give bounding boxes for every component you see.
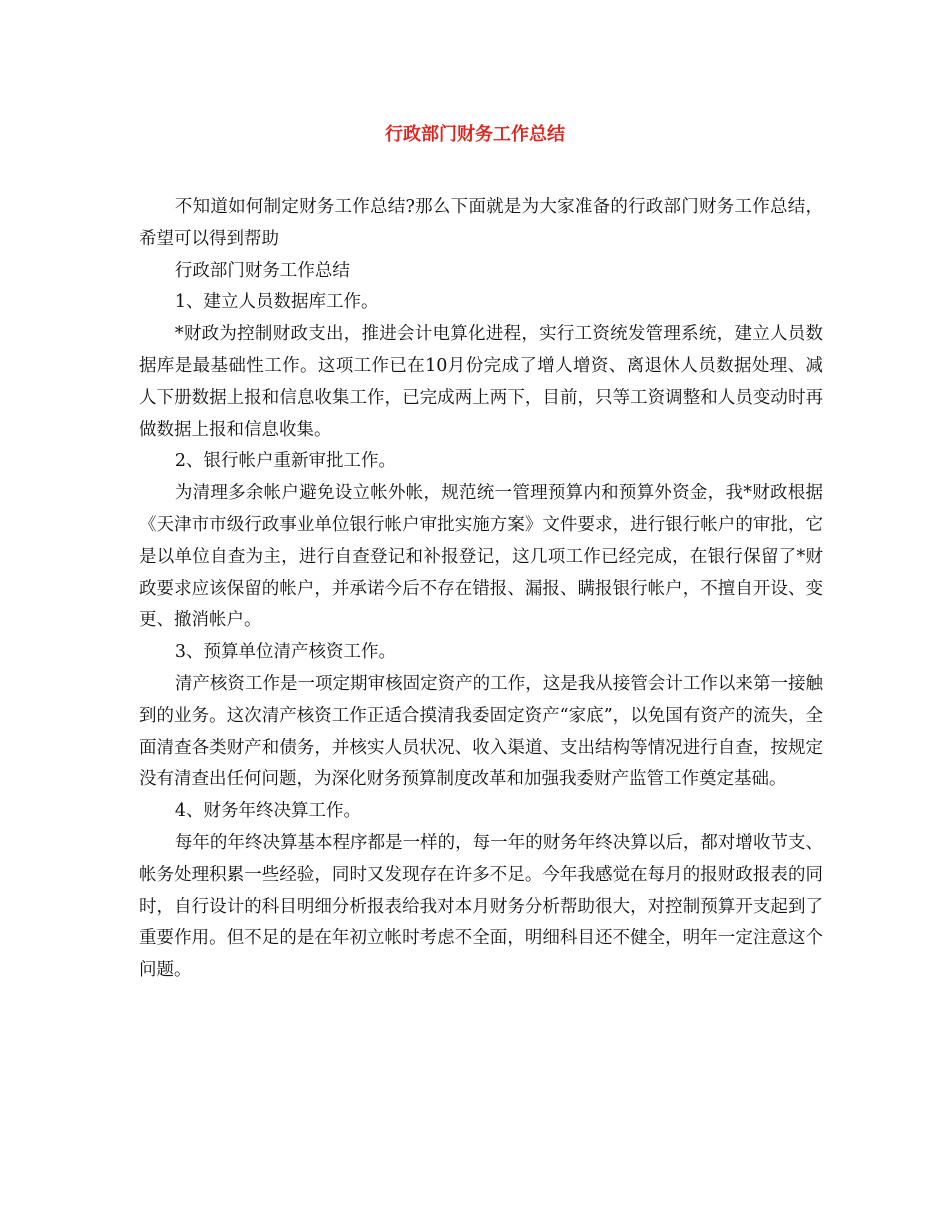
item-4-paragraph: 每年的年终决算基本程序都是一样的，每一年的财务年终决算以后，都对增收节支、帐务处理积累一些经验，同时又发现存在许多不足。今年我感觉在每月的报财政报表的同时，自行设计的科目明细分析报表给我对本月财务分析帮助很大，对控制预算开支起到了重要作用。但不足的是在年初立帐时考虑不全面，明细科目还不健全，明年一定注意这个问题。 bbox=[139, 832, 823, 981]
document-body bbox=[139, 192, 823, 987]
item-3-heading: 3、预算单位清产核资工作。 bbox=[174, 642, 397, 663]
item-3-paragraph: 清产核资工作是一项定期审核固定资产的工作，这是我从接管会计工作以来第一接触到的业务。这次清产核资工作正适合摸清我委固定资产“家底”，以免国有资产的流失，全面清查各类财产和债务，并核实人员状况、收入渠道、支出结构等情况进行自查，按规定没有清查出任何问题，为深化财务预算制度改革和加强我委财产监管工作奠定基础。 bbox=[139, 673, 823, 790]
document-title: 行政部门财务工作总结 bbox=[385, 124, 565, 145]
item-1-heading: 1、建立人员数据库工作。 bbox=[174, 292, 379, 313]
item-2-paragraph: 为清理多余帐户避免设立帐外帐，规范统一管理预算内和预算外资金，我*财政根据《天津市市级行政事业单位银行帐户审批实施方案》文件要求，进行银行帐户的审批，它是以单位自查为主，进行自查登记和补报登记，这几项工作已经完成，在银行保留了*财政要求应该保留的帐户，并承诺今后不存在错报、漏报、瞒报银行帐户，不擅自开设、变更、撤消帐户。 bbox=[139, 483, 823, 631]
item-2-heading: 2、银行帐户重新审批工作。 bbox=[174, 451, 397, 472]
section-heading: 行政部门财务工作总结 bbox=[174, 260, 350, 281]
item-1-paragraph: *财政为控制财政支出，推进会计电算化进程，实行工资统发管理系统，建立人员数据库是最基础性工作。这项工作已在10月份完成了增人增资、离退休人员数据处理、减人下册数据上报和信息收集工作，已完成两上两下，目前，只等工资调整和人员变动时再做数据上报和信息收集。 bbox=[139, 324, 823, 440]
item-4-heading: 4、财务年终决算工作。 bbox=[174, 801, 362, 822]
intro-paragraph: 不知道如何制定财务工作总结?那么下面就是为大家准备的行政部门财务工作总结，希望可以得到帮助 bbox=[139, 197, 823, 249]
